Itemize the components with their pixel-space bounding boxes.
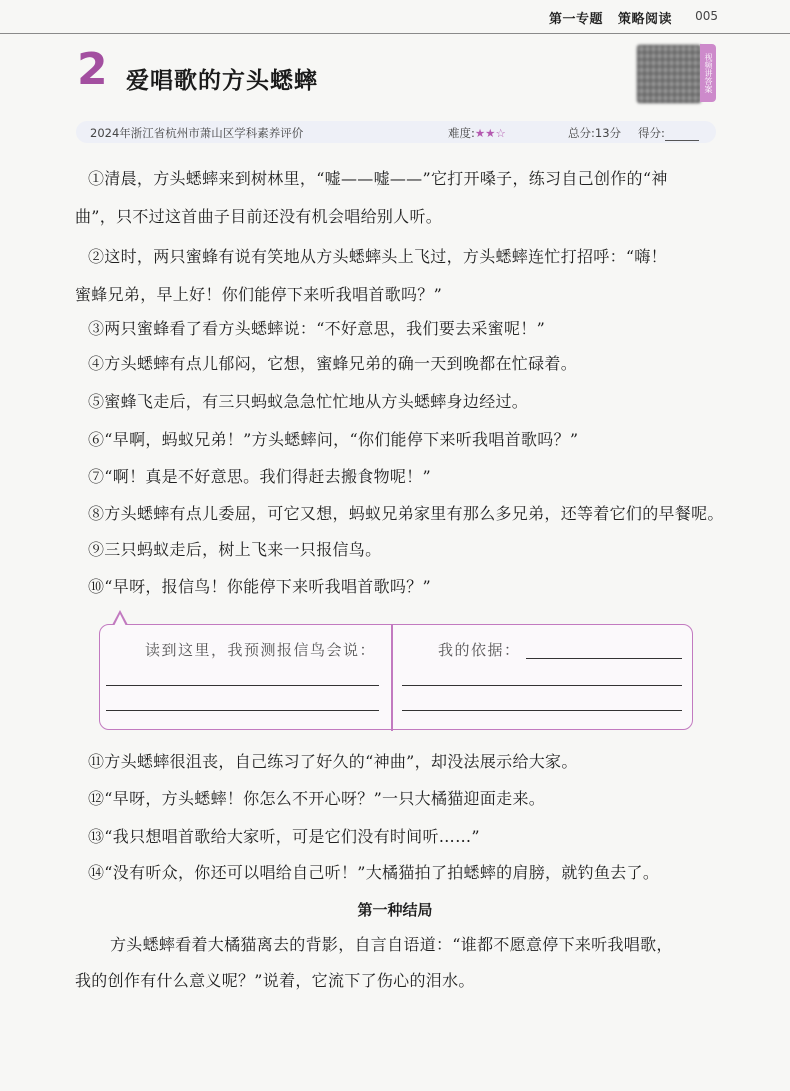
prediction-answer-line[interactable] — [106, 685, 379, 686]
difficulty-stars: ★★☆ — [474, 126, 506, 140]
paragraph-line: ⑩“早呀，报信鸟！你能停下来听我唱首歌吗？” — [88, 577, 431, 596]
paragraph-line: 曲”，只不过这首曲子目前还没有机会唱给别人听。 — [75, 207, 443, 226]
prediction-label: 读到这里，我预测报信鸟会说： — [145, 641, 377, 659]
lesson-title: 爱唱歌的方头蟋蟀 — [126, 68, 318, 94]
prediction-answer-line[interactable] — [106, 710, 379, 711]
speech-tail-fill — [114, 614, 126, 626]
score-blank[interactable] — [665, 128, 699, 141]
paragraph-line: ③两只蜜蜂看了看方头蟋蟀说：“不好意思，我们要去采蜜呢！” — [88, 319, 546, 338]
ending-line: 方头蟋蟀看着大橘猫离去的背影，自言自语道：“谁都不愿意停下来听我唱歌， — [110, 935, 673, 954]
ending-line: 我的创作有什么意义呢？”说着，它流下了伤心的泪水。 — [75, 971, 475, 990]
info-bar — [76, 121, 716, 143]
paragraph-line: ⑤蜜蜂飞走后，有三只蚂蚁急急忙忙地从方头蟋蟀身边经过。 — [88, 392, 529, 411]
reason-answer-line[interactable] — [526, 658, 682, 659]
paragraph-line: ⑨三只蚂蚁走后，树上飞来一只报信鸟。 — [88, 540, 382, 559]
difficulty-label: 难度: — [448, 126, 475, 140]
unit-label: 第一专题 — [548, 12, 603, 27]
difficulty — [448, 125, 506, 141]
paragraph-line: ⑧方头蟋蟀有点儿委屈，可它又想，蚂蚁兄弟家里有那么多兄弟，还等着它们的早餐呢。 — [88, 504, 724, 523]
page-header — [539, 8, 672, 27]
paragraph-line: ⑬“我只想唱首歌给大家听，可是它们没有时间听……” — [88, 827, 480, 846]
total-score: 总分:13分 — [568, 126, 622, 140]
qr-code[interactable] — [636, 44, 702, 104]
header-rule — [0, 33, 790, 34]
paragraph-line: ④方头蟋蟀有点儿郁闷，它想，蜜蜂兄弟的确一天到晚都在忙碌着。 — [88, 354, 578, 373]
paragraph-line: ⑭“没有听众，你还可以唱给自己听！”大橘猫拍了拍蟋蟀的肩膀，就钓鱼去了。 — [88, 863, 660, 882]
paragraph-line: ⑥“早啊，蚂蚁兄弟！”方头蟋蟀问，“你们能停下来听我唱首歌吗？” — [88, 430, 579, 449]
reason-label: 我的依据： — [438, 641, 521, 659]
ending-title: 第一种结局 — [357, 901, 433, 919]
reason-answer-line[interactable] — [402, 685, 682, 686]
prediction-divider — [391, 624, 393, 731]
paragraph-line: ⑪方头蟋蟀很沮丧，自己练习了好久的“神曲”，却没法展示给大家。 — [88, 752, 578, 771]
topic-label: 策略阅读 — [617, 12, 672, 27]
paragraph-line: ⑫“早呀，方头蟋蟀！你怎么不开心呀？”一只大橘猫迎面走来。 — [88, 789, 546, 808]
paragraph-line: ①清晨，方头蟋蟀来到树林里，“嘘——嘘——”它打开嗓子，练习自己创作的“神 — [88, 169, 668, 188]
video-answer-tab[interactable]: 视频讲答案 — [700, 44, 716, 102]
paragraph-line: ②这时，两只蜜蜂有说有笑地从方头蟋蟀头上飞过，方头蟋蟀连忙打招呼：“嗨！ — [88, 247, 667, 266]
score-field — [638, 125, 699, 141]
reason-answer-line[interactable] — [402, 710, 682, 711]
lesson-number: 2 — [77, 44, 108, 95]
paragraph-line: 蜜蜂兄弟，早上好！你们能停下来听我唱首歌吗？” — [75, 285, 443, 304]
page-number: 005 — [695, 9, 718, 23]
paragraph-line: ⑦“啊！真是不好意思。我们得赶去搬食物呢！” — [88, 467, 431, 486]
exam-source: 2024年浙江省杭州市萧山区学科素养评价 — [90, 126, 304, 140]
prediction-box — [99, 624, 693, 730]
score-label: 得分: — [638, 126, 665, 140]
